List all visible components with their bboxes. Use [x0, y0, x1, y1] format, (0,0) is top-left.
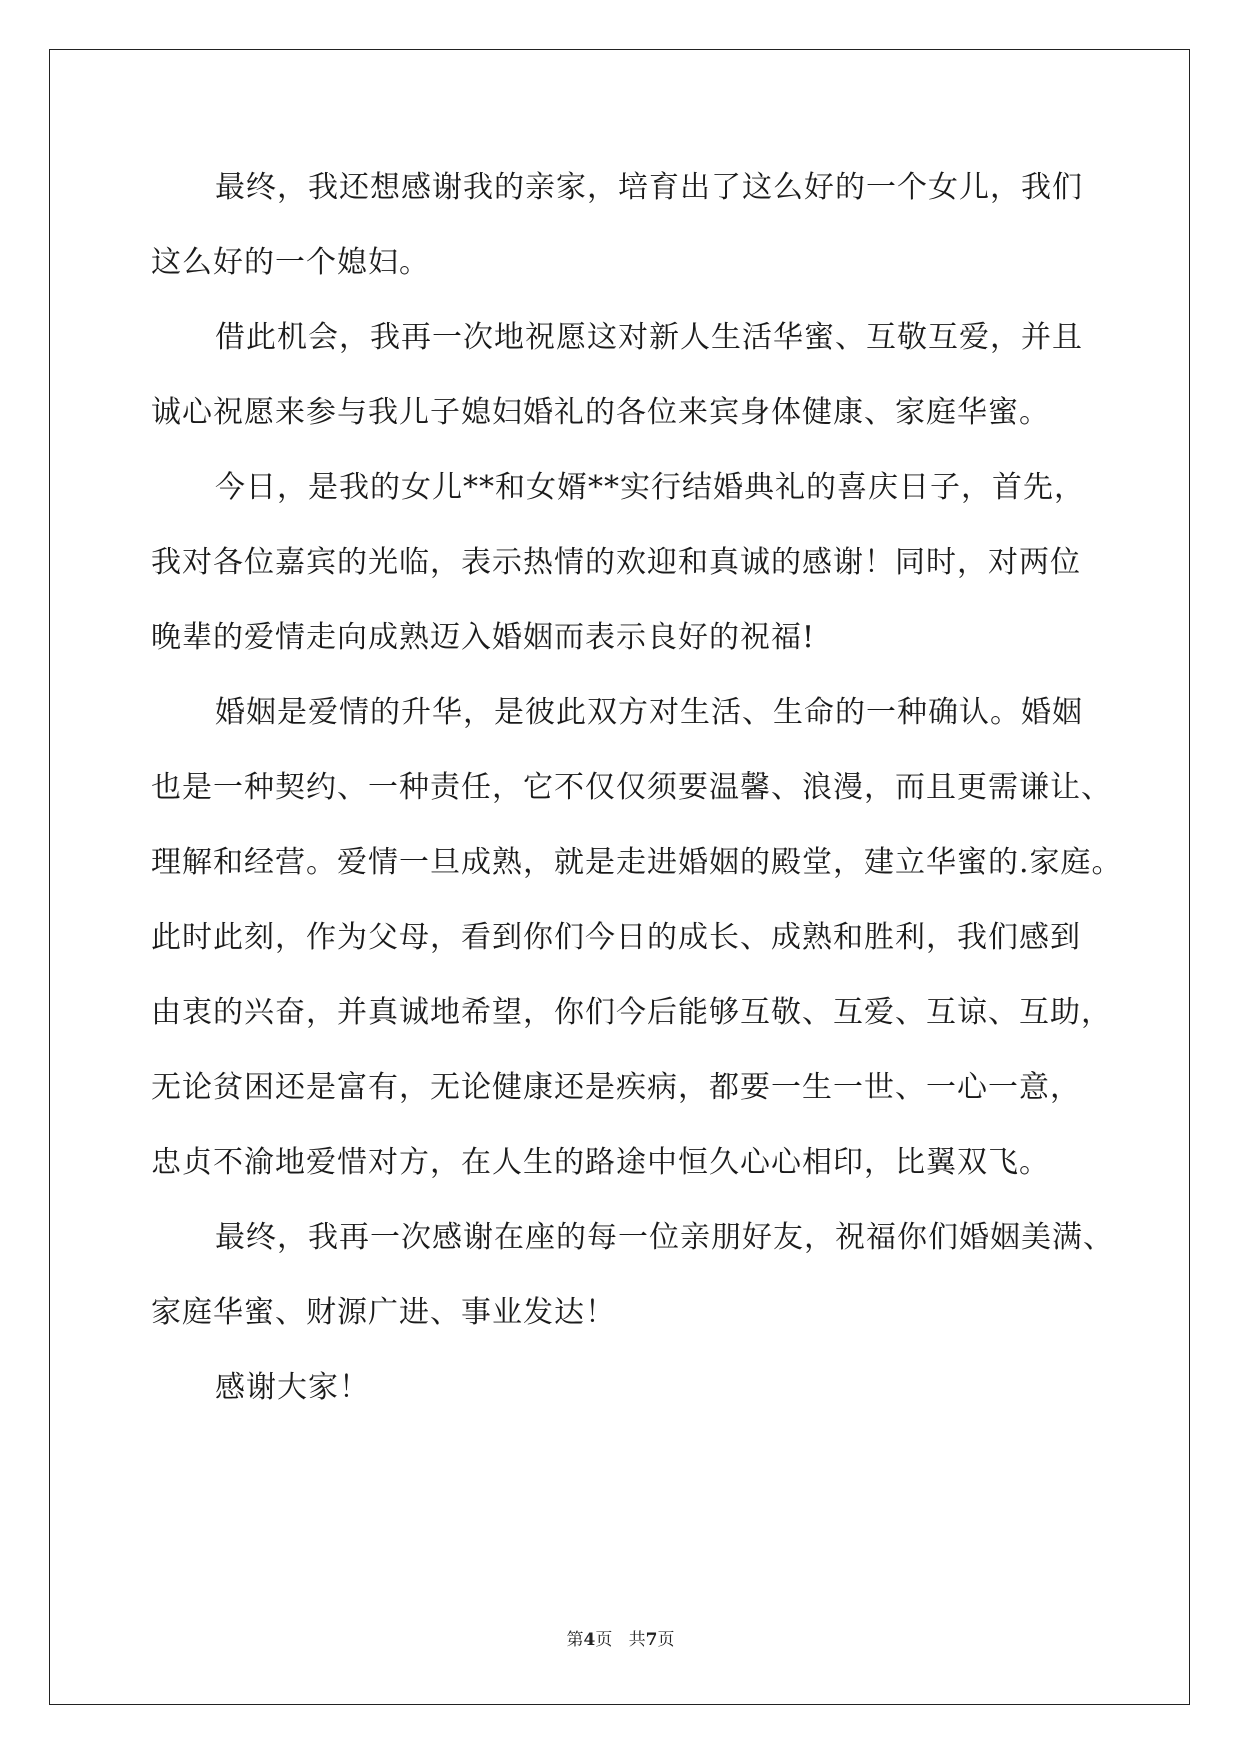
- text-line: 婚姻是爱情的升华，是彼此双方对生活、生命的一种确认。婚姻: [215, 695, 1083, 730]
- text-line: 我对各位嘉宾的光临，表示热情的欢迎和真诚的感谢！同时，对两位: [151, 545, 1081, 580]
- total-suffix: 页: [657, 1630, 675, 1650]
- text-line: 家庭华蜜、财源广进、事业发达！: [151, 1295, 616, 1330]
- page-number: 4: [583, 1630, 596, 1650]
- text-line: 最终，我再一次感谢在座的每一位亲朋好友，祝福你们婚姻美满、: [215, 1220, 1114, 1255]
- text-line: 这么好的一个媳妇。: [151, 245, 430, 280]
- text-line: 也是一种契约、一种责任，它不仅仅须要温馨、浪漫，而且更需谦让、: [151, 770, 1112, 805]
- total-prefix: 共: [628, 1630, 646, 1650]
- text-line: 理解和经营。爱情一旦成熟，就是走进婚姻的殿堂，建立华蜜的.家庭。: [151, 845, 1123, 880]
- text-line: 最终，我还想感谢我的亲家，培育出了这么好的一个女儿，我们: [215, 170, 1083, 205]
- text-line: 诚心祝愿来参与我儿子媳妇婚礼的各位来宾身体健康、家庭华蜜。: [151, 395, 1050, 430]
- document-body: [151, 160, 1123, 1435]
- text-line: 今日，是我的女儿**和女婿**实行结婚典礼的喜庆日子，首先，: [215, 470, 1085, 505]
- text-line: 此时此刻，作为父母，看到你们今日的成长、成熟和胜利，我们感到: [151, 920, 1081, 955]
- page-suffix: 页: [595, 1630, 613, 1650]
- total-pages: 7: [645, 1630, 658, 1650]
- text-line: 晚辈的爱情走向成熟迈入婚姻而表示良好的祝福!: [151, 620, 816, 655]
- text-line: 由衷的兴奋，并真诚地希望，你们今后能够互敬、互爱、互谅、互助，: [151, 995, 1112, 1030]
- page-prefix: 第: [566, 1630, 584, 1650]
- text-line: 忠贞不渝地爱惜对方，在人生的路途中恒久心心相印，比翼双飞。: [151, 1145, 1050, 1180]
- text-line: 借此机会，我再一次地祝愿这对新人生活华蜜、互敬互爱，并且: [215, 320, 1083, 355]
- text-line: 无论贫困还是富有，无论健康还是疾病，都要一生一世、一心一意，: [151, 1070, 1081, 1105]
- text-line: 感谢大家！: [215, 1370, 370, 1405]
- page-footer: [0, 1625, 1241, 1650]
